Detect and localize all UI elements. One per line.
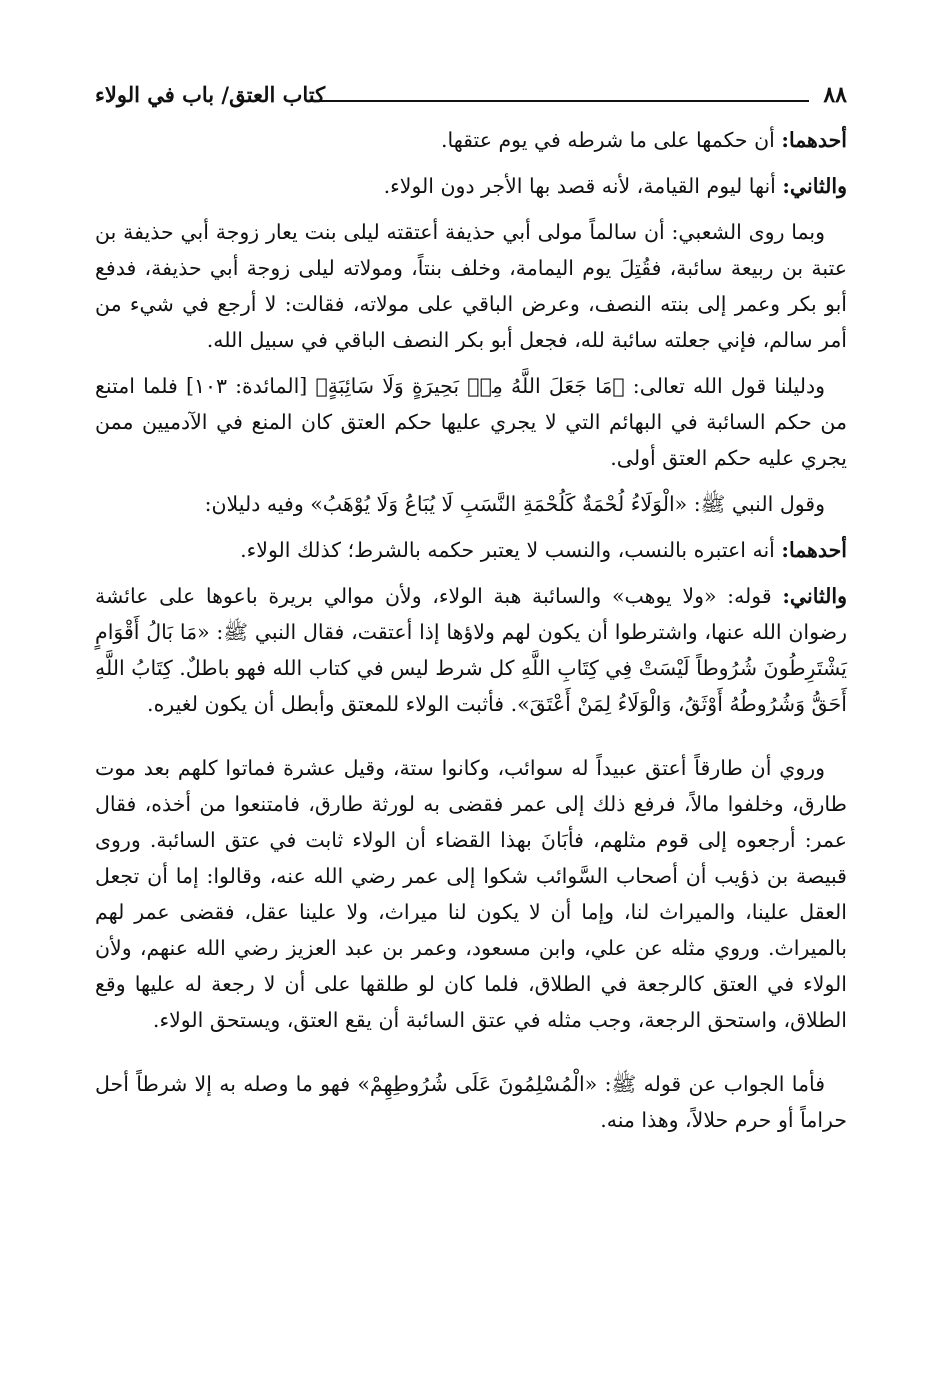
paragraph-tariq-narration (95, 750, 847, 1038)
paragraph-second-opinion (95, 168, 847, 204)
paragraph-text: وبما روى الشعبي: أن سالماً مولى أبي حذيفة أعتقته ليلى بنت يعار زوجة أبي حذيفة بن عتبة بن ربيعة سائبة، فقُتِلَ يوم اليمامة، وخلف بنتاً، ومولاته ليلى زوجة أبي حذيفة، فدفع أبو بكر وعمر إلى بنته النصف، وعرض الباقي على مولاته، فقالت: لا أرجع في شيء من أمر سالم، فإني جعلته سائبة لله، فجعل أبو بكر النصف الباقي في سبيل الله. (95, 220, 847, 352)
paragraph-first-proof (95, 532, 847, 568)
paragraph-lead: أحدهما: (781, 128, 847, 152)
paragraph-text: وروي أن طارقاً أعتق عبيداً له سوائب، وكانوا ستة، وقيل عشرة فماتوا كلهم بعد موت طارق، وخلفوا مالاً، فرفع ذلك إلى عمر فقضى به لورثة طارق، فامتنعوا من أخذه، فقال عمر: أرجعوه إلى قوم مثلهم، فأبَانَ بهذا القضاء أن الولاء ثابت في عتق السائبة. وروى قبيصة بن ذؤيب أن أصحاب السَّوائب شكوا إلى عمر رضي الله عنه، وقالوا: إما أن تجعل العقل علينا، والميراث لنا، وإما أن لا يكون لنا ميراث، ولا علينا عقل، فقضى عمر لهم بالميراث. وروي مثله عن علي، وابن مسعود، وعمر بن عبد العزيز رضي الله عنهم، ولأن الولاء في العتق كالرجعة في الطلاق، فلما كان لو طلقها على أن لا رجعة له عليها وقع الطلاق، واستحق الرجعة، وجب مثله في عتق السائبة أن يقع العتق، ويستحق الولاء. (95, 756, 847, 1032)
paragraph-hadith-wala (95, 486, 847, 522)
paragraph-lead: والثاني: (782, 584, 847, 608)
header-rule (310, 100, 809, 102)
body-text (95, 122, 847, 1148)
paragraph-text: أنها ليوم القيامة، لأنه قصد بها الأجر دون الولاء. (383, 174, 783, 198)
paragraph-lead: أحدهما: (781, 538, 847, 562)
paragraph-text: فأما الجواب عن قوله ﷺ: «الْمُسْلِمُونَ عَلَى شُرُوطِهِمْ» فهو ما وصله به إلا شرطاً أحل حراماً أو حرم حلالاً، وهذا منه. (95, 1072, 847, 1132)
paragraph-text: قوله: «ولا يوهب» والسائبة هبة الولاء، ولأن موالي بريرة باعوها على عائشة رضوان الله عنها، واشترطوا أن يكون لهم ولاؤها إذا أعتقت، فقال النبي ﷺ: «مَا بَالُ أَقْوَامٍ يَشْتَرِطُونَ شُرُوطاً لَيْسَتْ فِي كِتَابِ اللَّهِ كل شرط ليس في كتاب الله فهو باطلٌ. كِتَابُ اللَّهِ أَحَقُّ وَشُرُوطُهُ أَوْثَقُ، وَالْوَلَاءُ لِمَنْ أَعْتَقَ». فأثبت الولاء للمعتق وأبطل أن يكون لغيره. (95, 584, 847, 716)
page-header (95, 82, 847, 116)
paragraph-text: وقول النبي ﷺ: «الْوَلَاءُ لُحْمَةٌ كَلُحْمَةِ النَّسَبِ لَا يُبَاعُ وَلَا يُوْهَبُ» وفيه دليلان: (204, 492, 825, 516)
page-number: ٨٨ (823, 82, 847, 108)
paragraph-text: أن حكمها على ما شرطه في يوم عتقها. (440, 128, 782, 152)
paragraph-text: أنه اعتبره بالنسب، والنسب لا يعتبر حكمه بالشرط؛ كذلك الولاء. (240, 538, 782, 562)
running-title: كتاب العتق/ باب في الولاء (95, 82, 326, 107)
paragraph-second-proof (95, 578, 847, 722)
paragraph-shabi-narration (95, 214, 847, 358)
paragraph-first-opinion (95, 122, 847, 158)
paragraph-text: ودليلنا قول الله تعالى: ﴿مَا جَعَلَ اللَّهُ مِنۢ بَحِيرَةٍ وَلَا سَائِبَةٍ﴾ [المائدة: ١٠٣] فلما امتنع من حكم السائبة في البهائم التي لا يجري عليها حكم العتق كان المنع في الآدميين ممن يجري عليه حكم العتق أولى. (95, 374, 847, 470)
paragraph-lead: والثاني: (782, 174, 847, 198)
paragraph-quran-evidence (95, 368, 847, 476)
paragraph-answer (95, 1066, 847, 1138)
